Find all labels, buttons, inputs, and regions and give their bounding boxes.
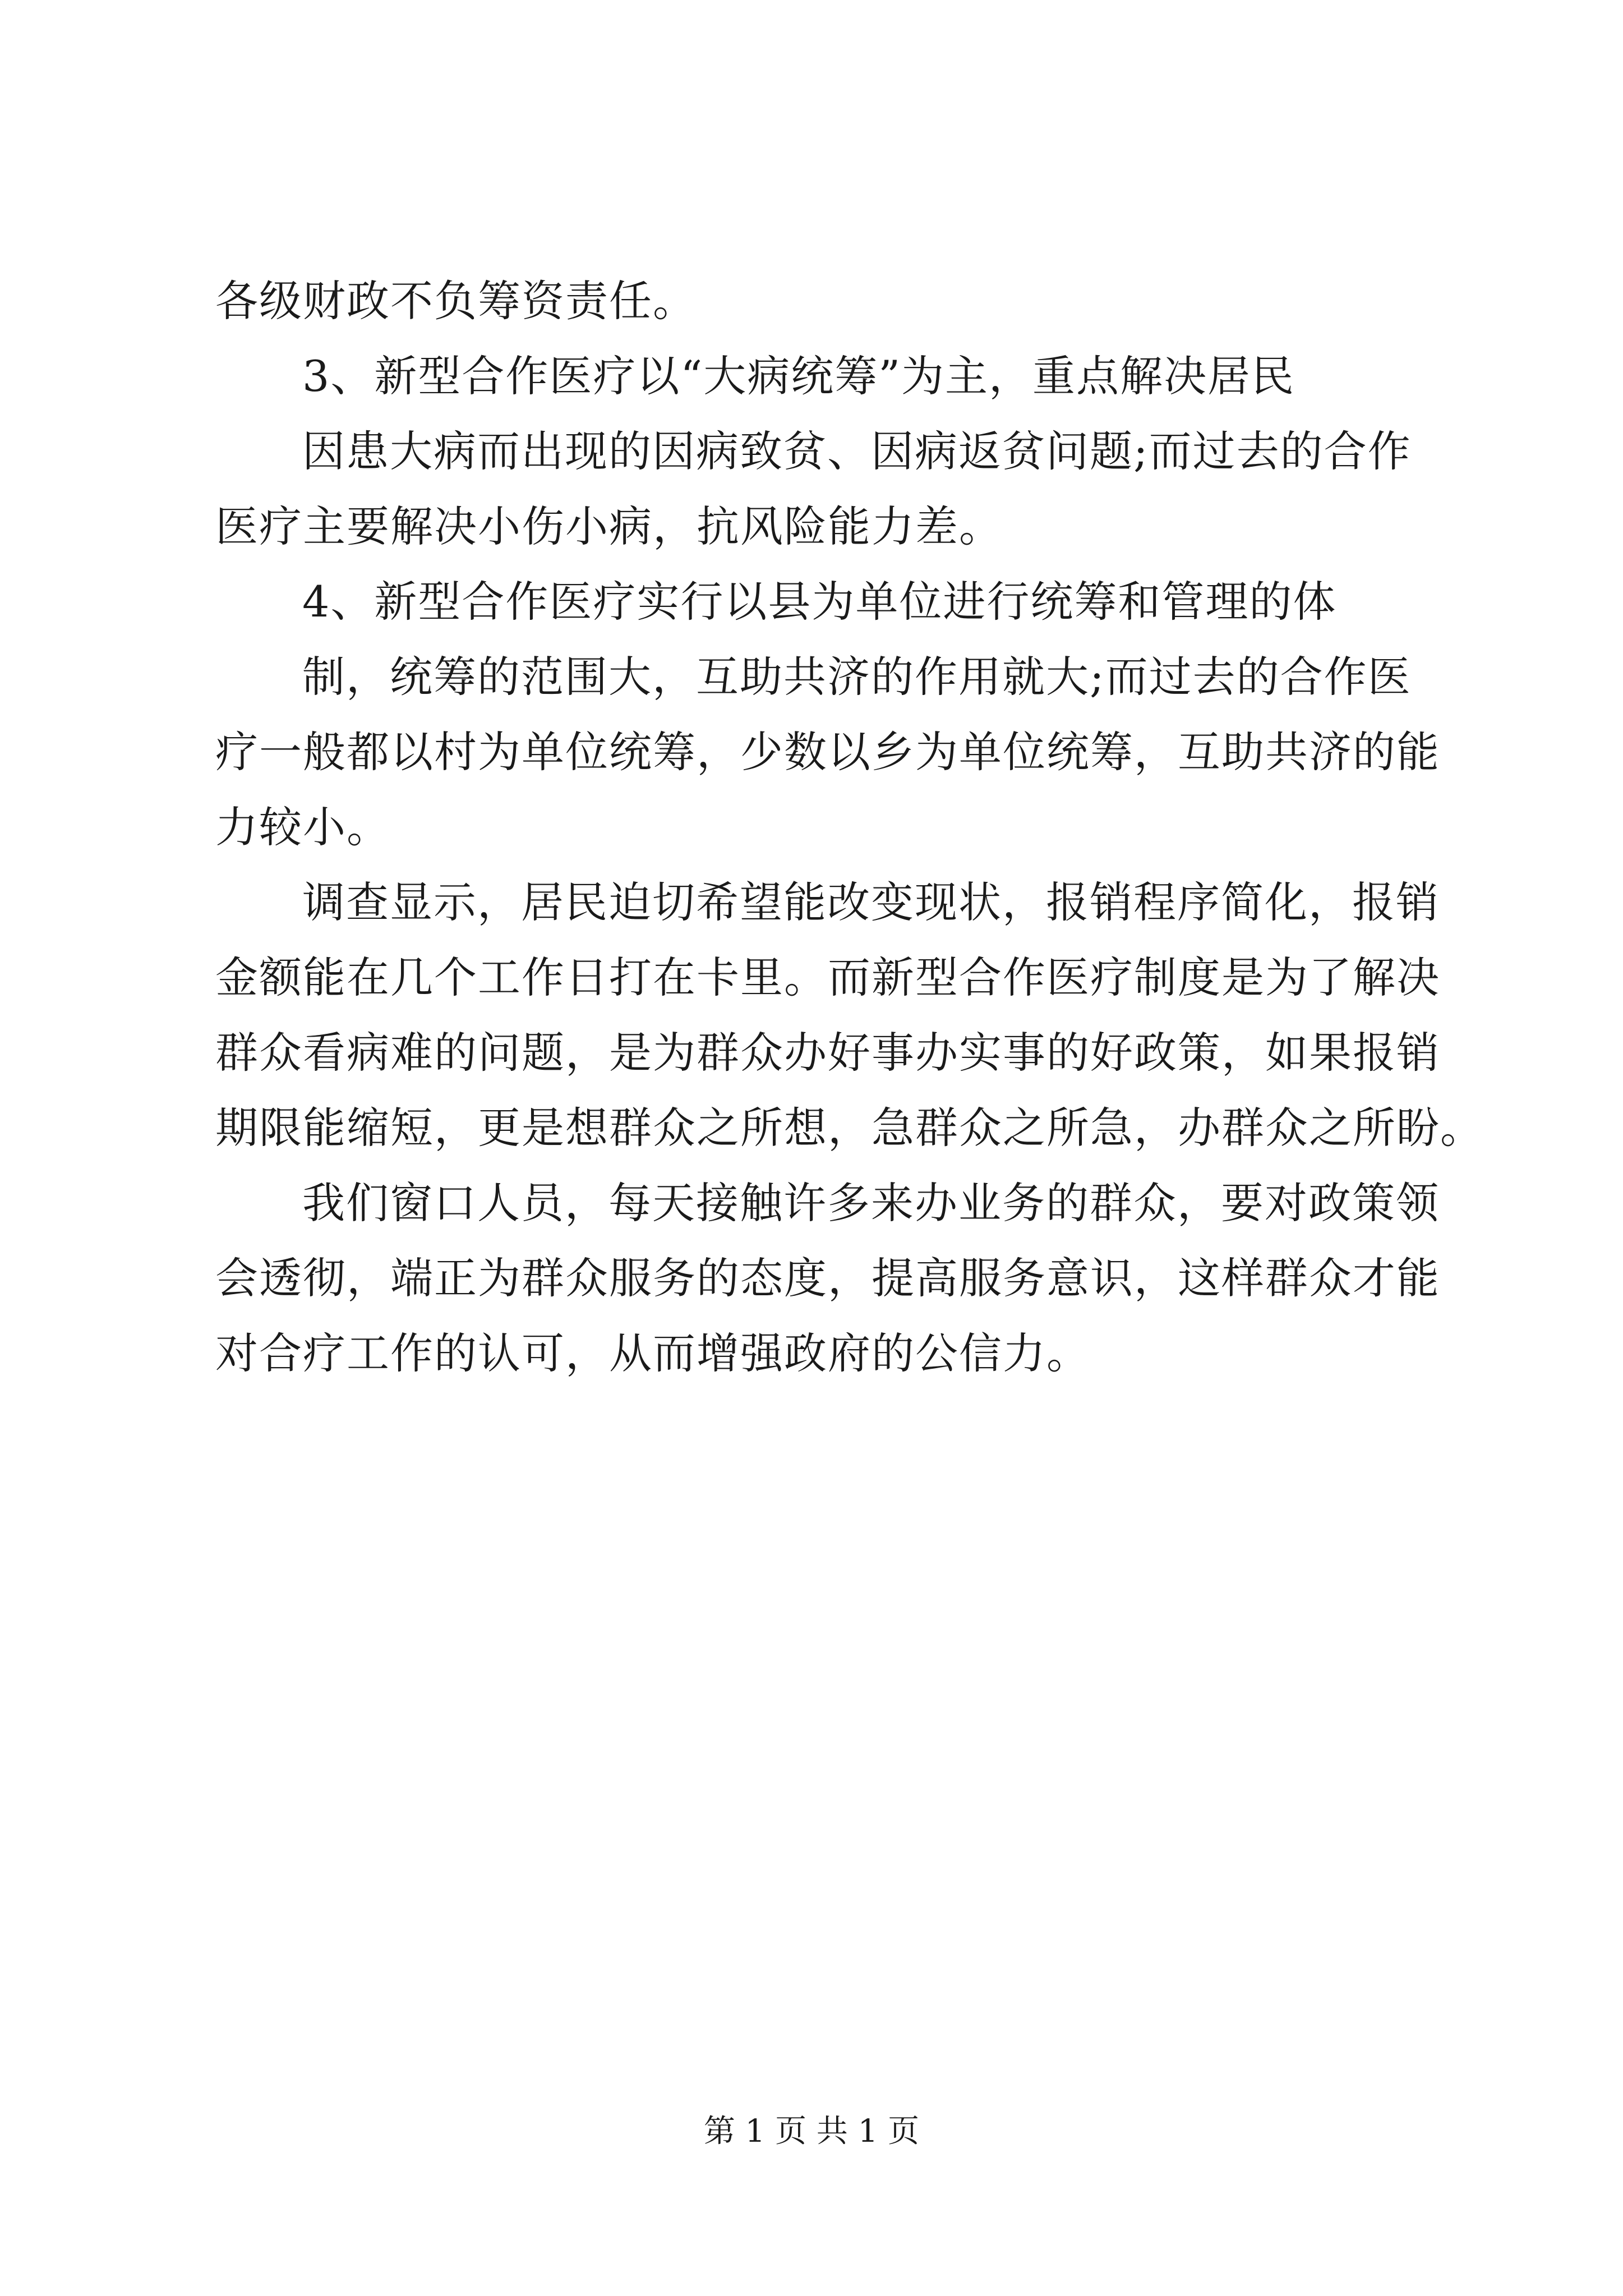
text-line: 4、新型合作医疗实行以县为单位进行统筹和管理的体 xyxy=(302,577,1337,627)
text-line: 金额能在几个工作日打在卡里。而新型合作医疗制度是为了解决 xyxy=(215,953,1440,1002)
text-line: 会透彻，端正为群众服务的态度，提高服务意识，这样群众才能 xyxy=(215,1253,1440,1303)
text-line: 3、新型合作医疗以“大病统筹”为主，重点解决居民 xyxy=(302,351,1295,401)
text-line: 对合疗工作的认可，从而增强政府的公信力。 xyxy=(215,1328,1090,1378)
text-line: 期限能缩短，更是想群众之所想，急群众之所急，办群众之所盼。 xyxy=(215,1103,1484,1153)
text-line: 因患大病而出现的因病致贫、因病返贫问题;而过去的合作 xyxy=(302,426,1412,476)
text-line: 我们窗口人员，每天接触许多来办业务的群众，要对政策领 xyxy=(302,1178,1440,1228)
text-line: 力较小。 xyxy=(215,802,390,852)
page-footer: 第 1 页 共 1 页 xyxy=(703,2113,920,2150)
text-line: 群众看病难的问题，是为群众办好事办实事的好政策，如果报销 xyxy=(215,1028,1440,1078)
document-body xyxy=(215,264,1484,1391)
text-line: 疗一般都以村为单位统筹，少数以乡为单位统筹，互助共济的能 xyxy=(215,727,1440,777)
text-line: 调查显示，居民迫切希望能改变现状，报销程序简化，报销 xyxy=(302,877,1440,927)
text-line: 医疗主要解决小伤小病，抗风险能力差。 xyxy=(215,501,1003,551)
text-line: 制，统筹的范围大，互助共济的作用就大;而过去的合作医 xyxy=(302,652,1412,702)
text-line: 各级财政不负筹资责任。 xyxy=(215,276,697,326)
